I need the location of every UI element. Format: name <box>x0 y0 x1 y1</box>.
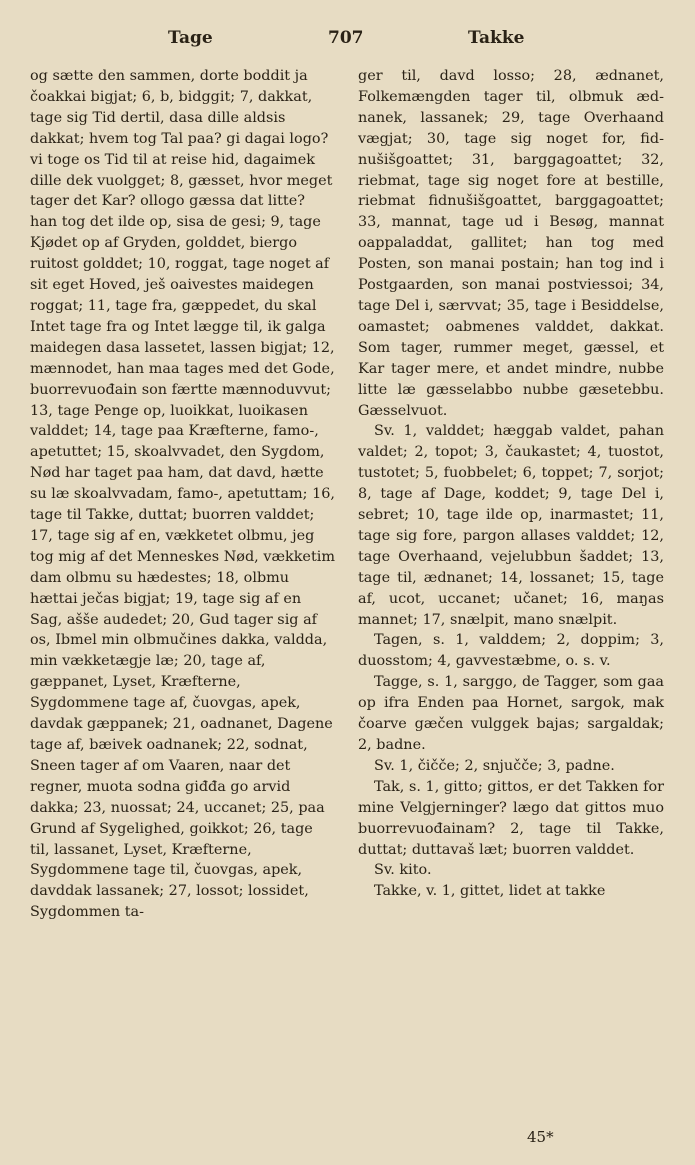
entry-paragraph: Tak, s. 1, gitto; gittos, er det Takken for mine Velgjerninger? lægo dat gittos muo buorrevuođainam? 2, tage til Takke, duttat; duttavaš læt; buorren valddet. <box>358 778 664 858</box>
page-number: 707 <box>328 28 364 48</box>
left-column <box>30 66 336 923</box>
signature-mark: 45* <box>527 1128 554 1146</box>
entry-paragraph: Takke, v. 1, gittet, lidet at takke <box>374 883 606 900</box>
entry-paragraph: og sætte den sammen, dorte boddit ja čoakkai bigjat; 6, b, bidggit; 7, dakkat, tage sig Tid dertil, dasa dille aldsis dakkat; hvem tog Tal paa? gi dagai logo? vi toge os Tid til at reise hid, dagaimek dille dek vuolgget; 8, gæsset, hvor meget tager det Kar? ollogo gæssa dat litte? han tog det ilde op, sisa de gesi; 9, tage Kjødet op af Gryden, golddet, biergo ruitost golddet; 10, roggat, tage noget af sit eget Hoved, ješ oaivestes maidegen roggat; 11, tage fra, gæppedet, du skal Intet tage fra og Intet lægge til, ik galga maidegen dasa lassetet, lassen bigjat; 12, mænnodet, han maa tages med det Gode, buorrevuođain son færtte mænnoduvvut; 13, tage Penge op, luoikkat, luoikasen valddet; 14, tage paa Kræfterne, famo-, apetuttet; 15, skoalvvadet, den Sygdom, Nød har taget paa ham, dat davd, hætte su læ skoalvvadam, famo-, apetuttam; 16, tage til Takke, duttat; buorren valddet; 17, tage sig af en, vækketet olbmu, jeg tog mig af det Menneskes Nød, vækketim dam olbmu su hædestes; 18, olbmu hættai ječas bigjat; 19, tage sig af en Sag, ašše audedet; 20, Gud tager sig af os, Ibmel min olbmučines dakka, valdda, min vækketægje læ; 20, tage af, gæppanet, Lyset, Kræfterne, Sygdommene tage af, čuovgas, apek, davdak gæppanek; 21, oadnanet, Dagene tage af, bæivek oadnanek; 22, sodnat, Sneen tager af om Vaaren, naar det regner, muota sodna giđđa go arvid dakka; 23, nuossat; 24, uccanet; 25, paa Grund af Sygelighed, goikkot; 26, tage til, lassanet, Lyset, Kræfterne, Sygdommene tage til, čuovgas, apek, davddak lassanek; 27, lossot; lossidet, Sygdommen ta- <box>30 68 335 921</box>
page-header <box>0 28 695 58</box>
entry-paragraph: Sv. 1, valddet; hæggab valdet, pahan valdet; 2, topot; 3, čaukastet; 4, tuostot, tustotet; 5, fuobbelet; 6, toppet; 7, sorjot; 8, tage af Dage, koddet; 9, tage Del i, sebret; 10, tage ilde op, inarmastet; 11, tage sig fore, pargon allases valddet; 12, tage Overhaand, vejelubbun šaddet; 13, tage til, ædnanet; 14, lossanet; 15, tage af, ucot, uccanet; učanet; 16, maŋas mannet; 17, snælpit, mano snælpit. <box>358 423 664 628</box>
entry-paragraph: Sv. 1, čičče; 2, snjučče; 3, padne. <box>374 757 615 774</box>
entry-paragraph: Tagen, s. 1, valddem; 2, doppim; 3, duosstom; 4, gavvestæbme, o. s. v. <box>358 632 664 670</box>
header-right-catchword: Takke <box>468 28 525 48</box>
right-column <box>358 66 664 902</box>
entry-paragraph: Tagge, s. 1, sarggo, de Tagger, som gaa op ifra Enden paa Hornet, sargok, mak čoarve gæčen vulggek bajas; sargaldak; 2, badne. <box>358 674 664 753</box>
header-left-catchword: Tage <box>168 28 213 48</box>
entry-paragraph: ger til, davd losso; 28, ædnanet, Folkemængden tager til, olbmuk ædnanek, lassanek; 29, tage Overhaand vægjat; 30, tage sig noget for, fidnušišgoattet; 31, barggagoattet; 32, riebmat, tage sig noget fore at bestille, riebmat fidnušišgoattet, barggagoattet; 33, mannat, tage ud i Besøg, mannat oappaladdat, gallitet; han tog med Posten, son manai postain; han tog ind i Postgaarden, son manai postviessoi; 34, tage Del i, særvvat; 35, tage i Besiddelse, oamastet; oabmenes valddet, dakkat. Som tager, rummer meget, gæssel, et Kar tager mere, et andet mindre, nubbe litte læ gæsselabbo nubbe gæsetebbu. Gæsselvuot. <box>358 68 664 419</box>
entry-paragraph: Sv. kito. <box>374 862 432 879</box>
